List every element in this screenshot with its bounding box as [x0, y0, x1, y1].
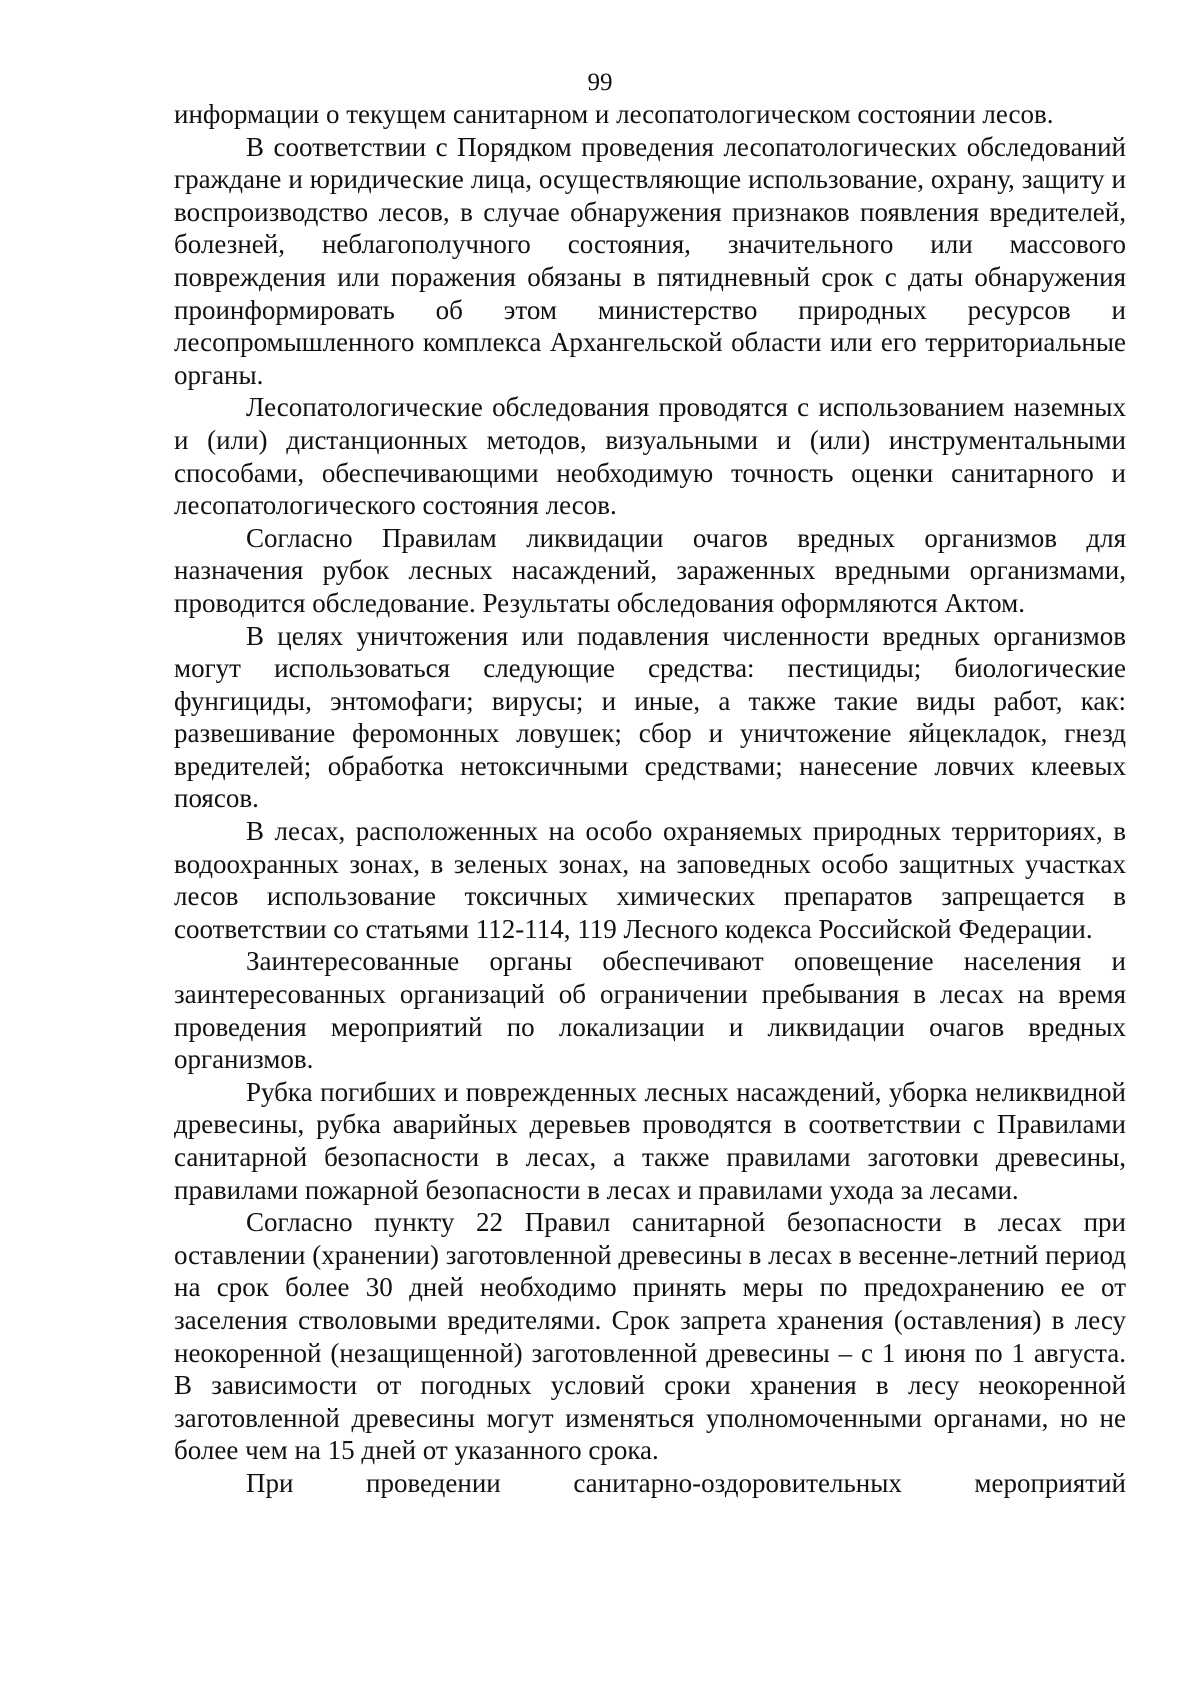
- paragraph-sanitary-measures: При проведении санитарно-оздоровительных мероприятий: [246, 1467, 1126, 1498]
- paragraph-survey-methods: Лесопатологические обследования проводятся с использованием наземных и (или) дистанционных методов, визуальными и (или) инструментальными способами, обеспечивающими необходимую точность оценки санитарного и лесопатологического состояния лесов.: [174, 392, 1126, 521]
- document-body: [174, 98, 1126, 1500]
- page-number: 99: [587, 69, 613, 96]
- paragraph-notification: Заинтересованные органы обеспечивают оповещение населения и заинтересованных организаций об ограничении пребывания в лесах на время проведения мероприятий по локализации и ликвидации очагов вредных организмов.: [174, 946, 1126, 1075]
- paragraph-control-means: В целях уничтожения или подавления численности вредных организмов могут использоваться следующие средства: пестициды; биологические фунгициды, энтомофаги; вирусы; и иные, а также такие виды работ, как: развешивание феромонных ловушек; сбор и уничтожение яйцекладок, гнезд вредителей; обработка нетоксичными средствами; нанесение ловчих клеевых поясов.: [174, 620, 1126, 814]
- paragraph-continuation: информации о текущем санитарном и лесопатологическом состоянии лесов.: [174, 99, 1054, 129]
- paragraph-protected-areas: В лесах, расположенных на особо охраняемых природных территориях, в водоохранных зонах, в зеленых зонах, на заповедных особо защитных участках лесов использование токсичных химических препаратов запрещается в соответствии со статьями 112-114, 119 Лесного кодекса Российской Федерации.: [174, 816, 1126, 944]
- paragraph-survey-procedure: В соответствии с Порядком проведения лесопатологических обследований граждане и юридические лица, осуществляющие использование, охрану, защиту и воспроизводство лесов, в случае обнаружения признаков появления вредителей, болезней, неблагополучного состояния, значительного или массового повреждения или поражения обязаны в пятидневный срок с даты обнаружения проинформировать об этом министерство природных ресурсов и лесопромышленного комплекса Архангельской области или его территориальные органы.: [174, 131, 1126, 390]
- paragraph-timber-storage: Согласно пункту 22 Правил санитарной безопасности в лесах при оставлении (хранении) заготовленной древесины в лесах в весенне-летний период на срок более 30 дней необходимо принять меры по предохранению ее от заселения стволовыми вредителями. Срок запрета хранения (оставления) в лесу неокоренной (незащищенной) заготовленной древесины – с 1 июня по 1 августа. В зависимости от погодных условий сроки хранения в лесу неокоренной заготовленной древесины могут изменяться уполномоченными органами, но не более чем на 15 дней от указанного срока.: [174, 1207, 1126, 1466]
- paragraph-liquidation-rules: Согласно Правилам ликвидации очагов вредных организмов для назначения рубок лесных насаждений, зараженных вредными организмами, проводится обследование. Результаты обследования оформляются Актом.: [174, 522, 1126, 618]
- paragraph-felling: Рубка погибших и поврежденных лесных насаждений, уборка неликвидной древесины, рубка аварийных деревьев проводятся в соответствии с Правилами санитарной безопасности в лесах, а также правилами заготовки древесины, правилами пожарной безопасности в лесах и правилами ухода за лесами.: [174, 1076, 1126, 1205]
